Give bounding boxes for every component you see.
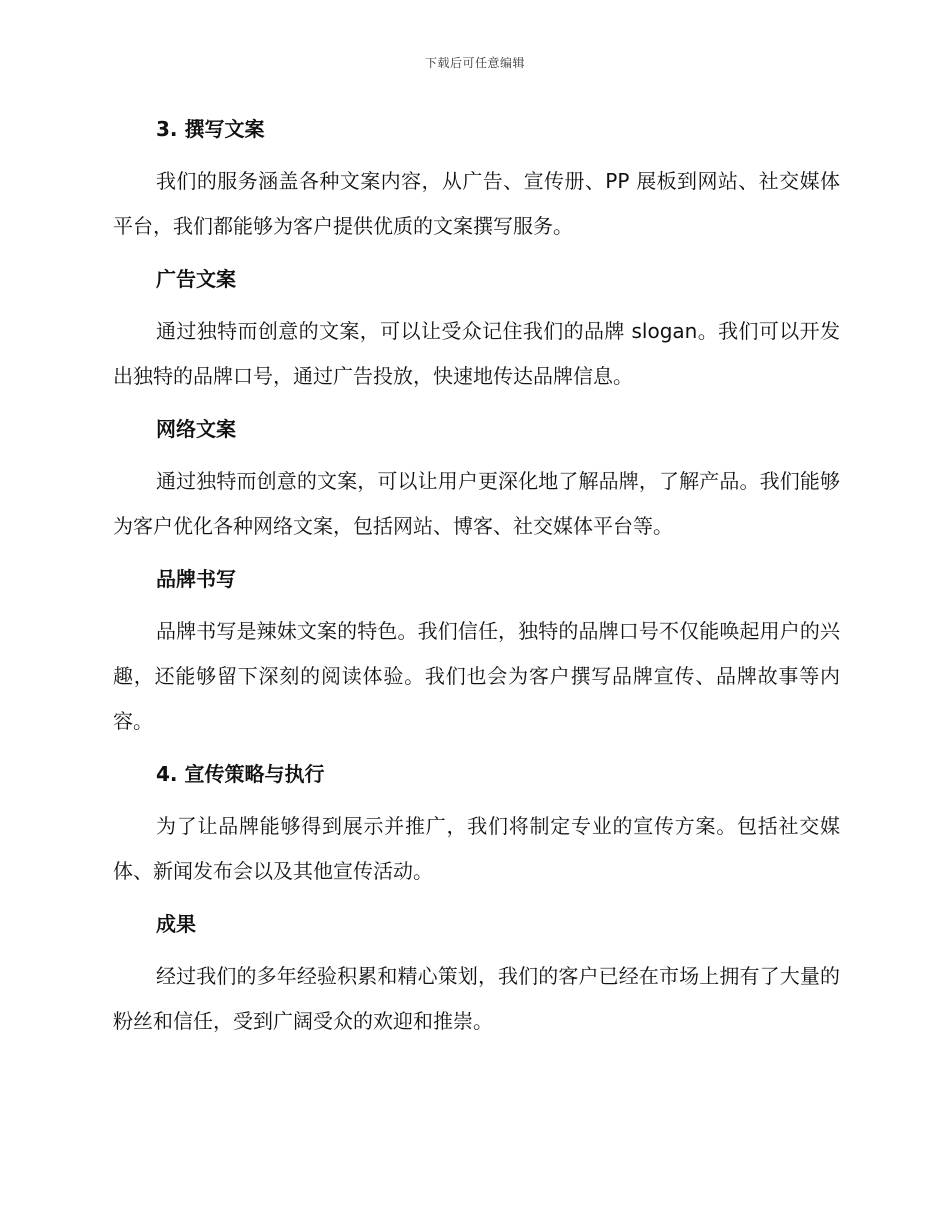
- brand-writing-paragraph: 品牌书写是辣妹文案的特色。我们信任，独特的品牌口号不仅能唤起用户的兴趣，还能够留下深刻的阅读体验。我们也会为客户撰写品牌宣传、品牌故事等内容。: [113, 619, 840, 733]
- results-paragraph: 经过我们的多年经验积累和精心策划，我们的客户已经在市场上拥有了大量的粉丝和信任，受到广阔受众的欢迎和推崇。: [113, 964, 840, 1033]
- brand-writing-heading: 品牌书写: [156, 567, 236, 591]
- section-3-heading: 3. 撰写文案: [156, 117, 265, 141]
- results-heading: 成果: [156, 912, 196, 936]
- document-body: [113, 113, 840, 1058]
- section-4-heading: 4. 宣传策略与执行: [156, 762, 325, 786]
- section-3-intro: 我们的服务涵盖各种文案内容，从广告、宣传册、PP 展板到网站、社交媒体平台，我们都能够为客户提供优质的文案撰写服务。: [113, 169, 840, 238]
- ad-copy-heading: 广告文案: [156, 267, 236, 291]
- ad-copy-paragraph: 通过独特而创意的文案，可以让受众记住我们的品牌 slogan。我们可以开发出独特的品牌口号，通过广告投放，快速地传达品牌信息。: [113, 319, 840, 388]
- web-copy-heading: 网络文案: [156, 417, 236, 441]
- web-copy-paragraph: 通过独特而创意的文案，可以让用户更深化地了解品牌，了解产品。我们能够为客户优化各种网络文案，包括网站、博客、社交媒体平台等。: [113, 469, 840, 538]
- header-note: 下载后可任意编辑: [424, 56, 525, 70]
- section-4-paragraph: 为了让品牌能够得到展示并推广，我们将制定专业的宣传方案。包括社交媒体、新闻发布会以及其他宣传活动。: [113, 814, 840, 883]
